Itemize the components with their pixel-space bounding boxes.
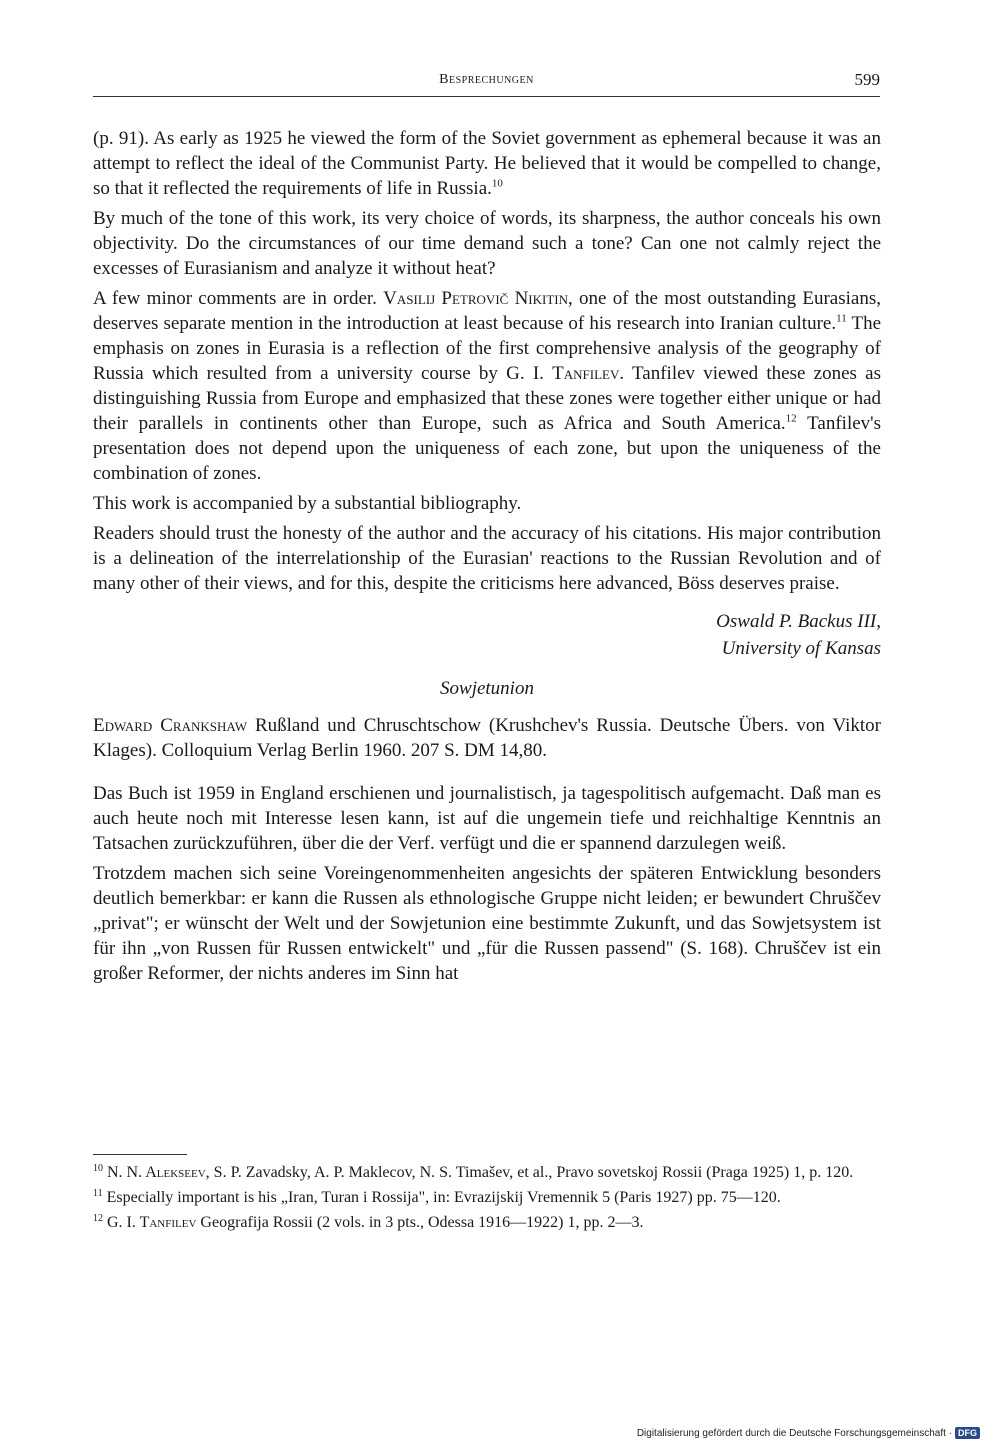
paragraph-3-text-d: . Tanfilev viewed these zones as distinguishing Russia from Europe and emphasized that these zones were together either unique or had their parallels in continents other than Europe, such as Africa and South America. [93, 363, 881, 434]
footnote-ref-12: 12 [785, 412, 797, 425]
paragraph-1 [93, 126, 881, 201]
paragraph-6: Das Buch ist 1959 in England erschienen und journalistisch, ja tagespolitisch aufgemacht. Daß man es auch heute noch mit Interesse lesen kann, ist auf die ungemein tiefe und reichhaltige Kenntnis an Tatsachen zurückzuführen, über die der Verf. verfügt und die er spannend darzulegen weiß. [93, 783, 881, 854]
footnote-rule [93, 1154, 187, 1155]
reviewer-signature [93, 608, 881, 662]
page-number: 599 [854, 70, 880, 89]
paragraph-3-text-a: A few minor comments are in order. [93, 288, 384, 309]
footnote-author: G. I. Tanfilev [107, 1214, 197, 1231]
paragraph-2: By much of the tone of this work, its very choice of words, its sharpness, the author conceals his own objectivity. Do the circumstances of our time demand such a tone? Can one not calmly reject the excesses of Eurasianism and analyze it without heat? [93, 208, 881, 279]
footnote-ref-10: 10 [491, 177, 503, 190]
paragraph-3-text-b: , one of the most outstanding Eurasians, deserves separate mention in the introduction at least because of his research into Iranian culture. [93, 288, 881, 334]
footnote-11 [93, 1188, 881, 1208]
review-bibliographic-entry [93, 713, 881, 763]
page-header [93, 68, 880, 97]
paragraph-5: Readers should trust the honesty of the author and the accuracy of his citations. His major contribution is a delineation of the interrelationship of the Eurasian' reactions to the Russian Revolution and of many other of their views, and for this, despite the criticisms here advanced, Böss deserves praise. [93, 523, 881, 594]
footnote-10 [93, 1163, 881, 1183]
paragraph-3-text-c: The emphasis on zones in Eurasia is a reflection of the first comprehensive analysis of the geography of Russia which resulted from a university course by G. I. [93, 313, 882, 384]
footnotes [93, 1163, 881, 1238]
running-head: Besprechungen [439, 72, 534, 87]
footnote-text: , S. P. Zavadsky, A. P. Maklecov, N. S. Timašev, et al., Pravo sovetskoj Rossii (Praga 1925) 1, p. 120. [205, 1164, 854, 1181]
digitization-credit [637, 1427, 980, 1439]
reviewed-author: Edward Crankshaw [93, 715, 247, 736]
footnote-number: 12 [93, 1212, 103, 1224]
section-title: Sowjetunion [440, 678, 534, 699]
reviewer-affiliation: University of Kansas [721, 638, 881, 659]
author-name-nikitin: Vasilij Petrovič Nikitin [383, 288, 568, 309]
paragraph-1-text: (p. 91). As early as 1925 he viewed the form of the Soviet government as ephemeral because it was an attempt to reflect the ideal of the Communist Party. He believed that it would be compelled to change, so that it reflected the requirements of life in Russia. [93, 128, 881, 199]
footnote-number: 11 [93, 1187, 103, 1199]
reviewer-name: Oswald P. Backus III, [716, 611, 881, 632]
footnote-text: Especially important is his „Iran, Turan i Rossija", in: Evrazijskij Vremennik 5 (Paris 1927) pp. 75—120. [106, 1189, 781, 1206]
footnote-number: 10 [93, 1162, 103, 1174]
paragraph-3-text-e: Tanfilev's presentation does not depend upon the uniqueness of each zone, but upon the uniqueness of the combination of zones. [93, 413, 881, 484]
paragraph-3 [93, 286, 881, 486]
footnote-12 [93, 1213, 881, 1233]
body-text [93, 126, 881, 991]
paragraph-7: Trotzdem machen sich seine Voreingenommenheiten angesichts der späteren Entwicklung besonders deutlich bemerkbar: er kann die Russen als ethnologische Gruppe nicht leiden; er bewundert Chruščev „privat"; er wünscht der Welt und der Sowjetunion eine bestimmte Zukunft, und das Sowjetsystem ist für ihn „von Russen für Russen entwickelt" und „für die Russen passend" (S. 168). Chruščev ist ein großer Reformer, der nichts anderes im Sinn hat [93, 863, 881, 984]
author-name-tanfilev: Tanfilev [552, 363, 620, 384]
paragraph-4: This work is accompanied by a substantial bibliography. [93, 493, 522, 514]
dfg-logo-icon: DFG [955, 1427, 980, 1439]
reviewed-book-details: Rußland und Chruschtschow (Krushchev's Russia. Deutsche Übers. von Viktor Klages). Colloquium Verlag Berlin 1960. 207 S. DM 14,80. [93, 715, 882, 761]
footnote-text: Geografija Rossii (2 vols. in 3 pts., Odessa 1916—1922) 1, pp. 2—3. [196, 1214, 644, 1231]
footnote-author: N. N. Alekseev [107, 1164, 206, 1181]
credit-text: Digitalisierung gefördert durch die Deutsche Forschungsgemeinschaft · [636, 1427, 952, 1439]
footnote-ref-11: 11 [836, 312, 847, 325]
